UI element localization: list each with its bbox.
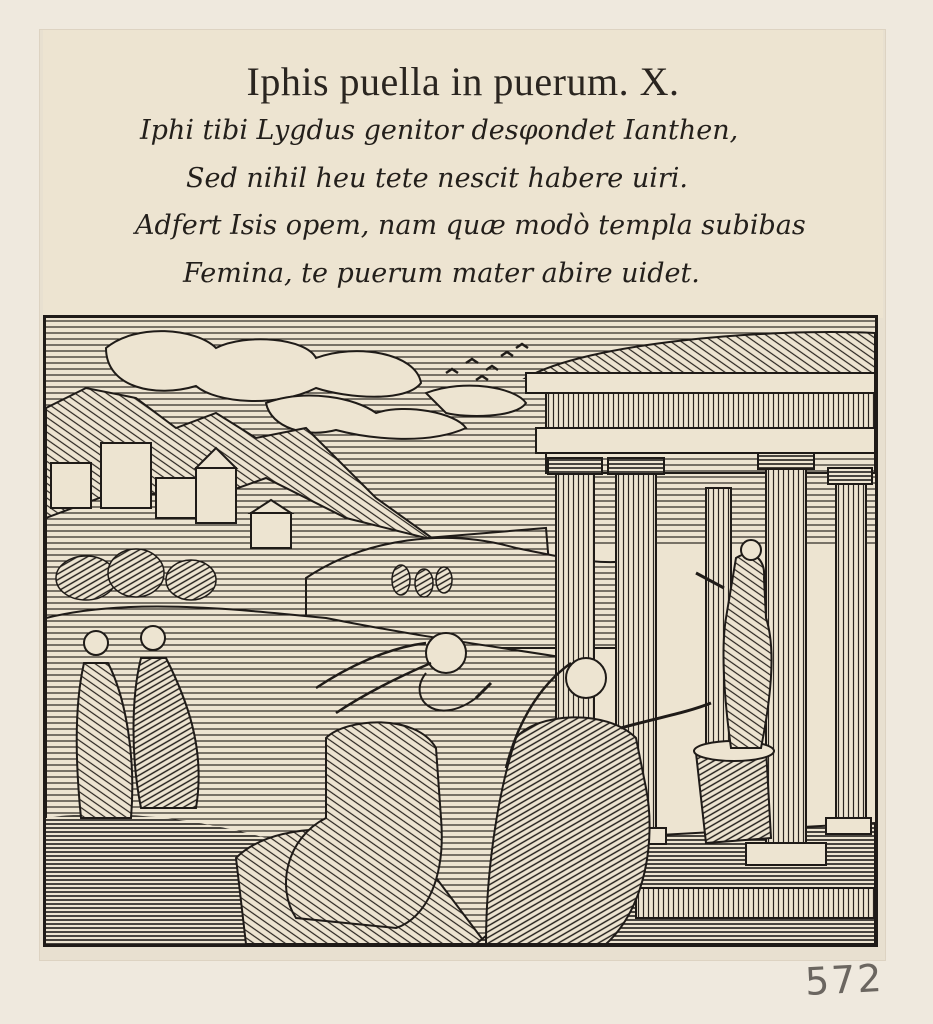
temple-step [636, 888, 875, 918]
woodcut-illustration [43, 315, 878, 947]
text-panel [43, 30, 883, 318]
woodcut-svg [46, 318, 875, 944]
page-title: Iphis puella in puerum. X. [246, 59, 680, 104]
collection-number-stamp: 572 [803, 955, 885, 1005]
verse-line-2: Sed nihil heu tete nescit habere uiri. [186, 163, 688, 194]
verse-line-4: Femina, te puerum mater abire uidet. [183, 258, 700, 289]
verse-line-3: Adfert Isis opem, nam quæ modò templa subibas [135, 210, 806, 241]
verse-line-1: Iphi tibi Lygdus genitor desφondet Ianthen, [140, 115, 739, 146]
